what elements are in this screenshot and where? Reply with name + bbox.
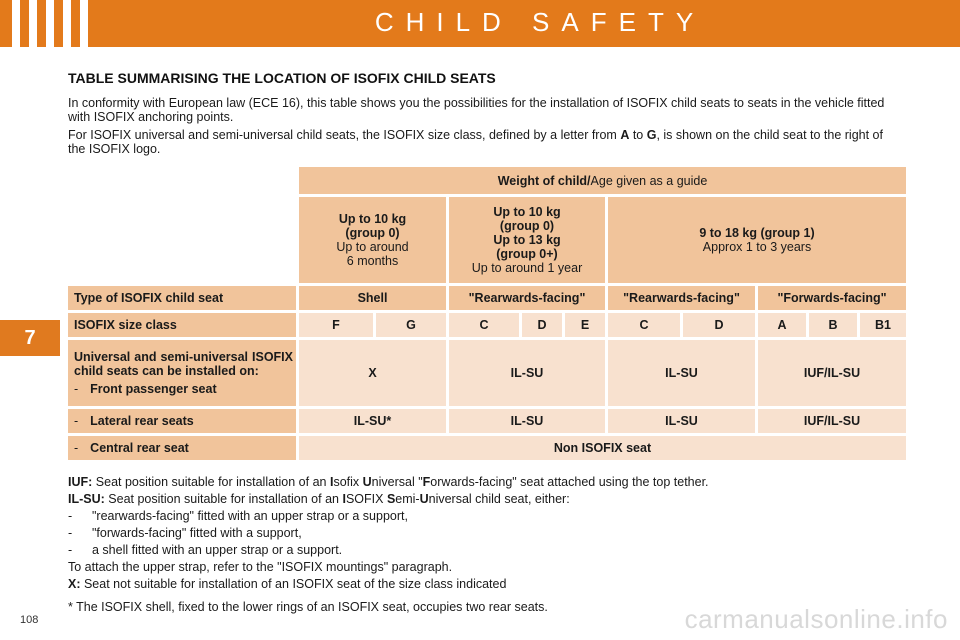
front-seat-cell: X	[299, 340, 446, 406]
intro-paragraph-2: For ISOFIX universal and semi-universal child seats, the ISOFIX size class, defined by a letter from A to G, is shown on the child seat to the right of the ISOFIX logo.	[68, 128, 883, 156]
size-class-cell: D	[683, 313, 755, 337]
type-row-label: Type of ISOFIX child seat	[68, 286, 296, 310]
intro-section	[68, 70, 893, 160]
central-rear-cell: Non ISOFIX seat	[299, 436, 906, 460]
size-class-row-label: ISOFIX size class	[68, 313, 296, 337]
size-class-cell: G	[376, 313, 446, 337]
group-header-0plus: Up to 10 kg (group 0) Up to 13 kg (group 0+) Up to around 1 year	[449, 197, 605, 283]
list-item: - a shell fitted with an upper strap or a support.	[68, 543, 343, 557]
type-cell: "Forwards-facing"	[758, 286, 906, 310]
footnote: * The ISOFIX shell, fixed to the lower rings of an ISOFIX seat, occupies two rear seats.	[68, 600, 548, 614]
size-class-cell: E	[565, 313, 605, 337]
size-class-cell: F	[299, 313, 373, 337]
size-class-cell: C	[608, 313, 680, 337]
group-header-0: Up to 10 kg (group 0) Up to around 6 months	[299, 197, 446, 283]
front-passenger-row-label: Universal and semi-universal ISOFIX child seats can be installed on: - Front passenger seat	[68, 340, 296, 406]
group-header-1: 9 to 18 kg (group 1) Approx 1 to 3 years	[608, 197, 906, 283]
lateral-rear-cell: IL-SU	[449, 409, 605, 433]
size-class-cell: B1	[860, 313, 906, 337]
note-strap: To attach the upper strap, refer to the "ISOFIX mountings" paragraph.	[68, 560, 453, 574]
page-title: CHILD SAFETY	[374, 7, 706, 37]
page-number: 108	[20, 614, 39, 626]
intro-paragraph-1: In conformity with European law (ECE 16), this table shows you the possibilities for the installation of ISOFIX child seats to seats in the vehicle fitted with ISOFIX anchoring points.	[68, 96, 885, 124]
central-rear-row-label: - Central rear seat	[68, 436, 296, 460]
size-class-cell: D	[522, 313, 562, 337]
note-iuf: IUF: Seat position suitable for installation of an Isofix Universal "Forwards-facing" seat attached using the top tether.	[68, 475, 709, 489]
front-seat-cell: IL-SU	[608, 340, 755, 406]
legend-notes	[68, 474, 898, 616]
page-header	[0, 0, 960, 47]
header-stripes-decoration	[12, 0, 88, 47]
size-class-cell: B	[809, 313, 857, 337]
list-item: - "rearwards-facing" fitted with an upper strap or a support,	[68, 509, 408, 523]
table-corner	[68, 167, 296, 194]
lateral-rear-cell: IUF/IL-SU	[758, 409, 906, 433]
lateral-rear-cell: IL-SU	[608, 409, 755, 433]
lateral-rear-row-label: - Lateral rear seats	[68, 409, 296, 433]
type-cell: "Rearwards-facing"	[449, 286, 605, 310]
watermark: carmanualsonline.info	[684, 604, 948, 634]
type-cell: Shell	[299, 286, 446, 310]
size-class-cell: C	[449, 313, 519, 337]
type-cell: "Rearwards-facing"	[608, 286, 755, 310]
size-class-cell: A	[758, 313, 806, 337]
front-seat-cell: IUF/IL-SU	[758, 340, 906, 406]
weight-header: Weight of child/Age given as a guide	[299, 167, 906, 194]
note-x: X: Seat not suitable for installation of an ISOFIX seat of the size class indicated	[68, 577, 507, 591]
isofix-location-table	[65, 164, 909, 463]
front-seat-cell: IL-SU	[449, 340, 605, 406]
note-ilsu: IL-SU: Seat position suitable for installation of an ISOFIX Semi-Universal child seat, either:	[68, 492, 570, 506]
section-heading: TABLE SUMMARISING THE LOCATION OF ISOFIX CHILD SEATS	[68, 70, 496, 86]
list-item: - "forwards-facing" fitted with a support,	[68, 526, 302, 540]
chapter-tab[interactable]: 7	[0, 320, 60, 356]
lateral-rear-cell: IL-SU*	[299, 409, 446, 433]
